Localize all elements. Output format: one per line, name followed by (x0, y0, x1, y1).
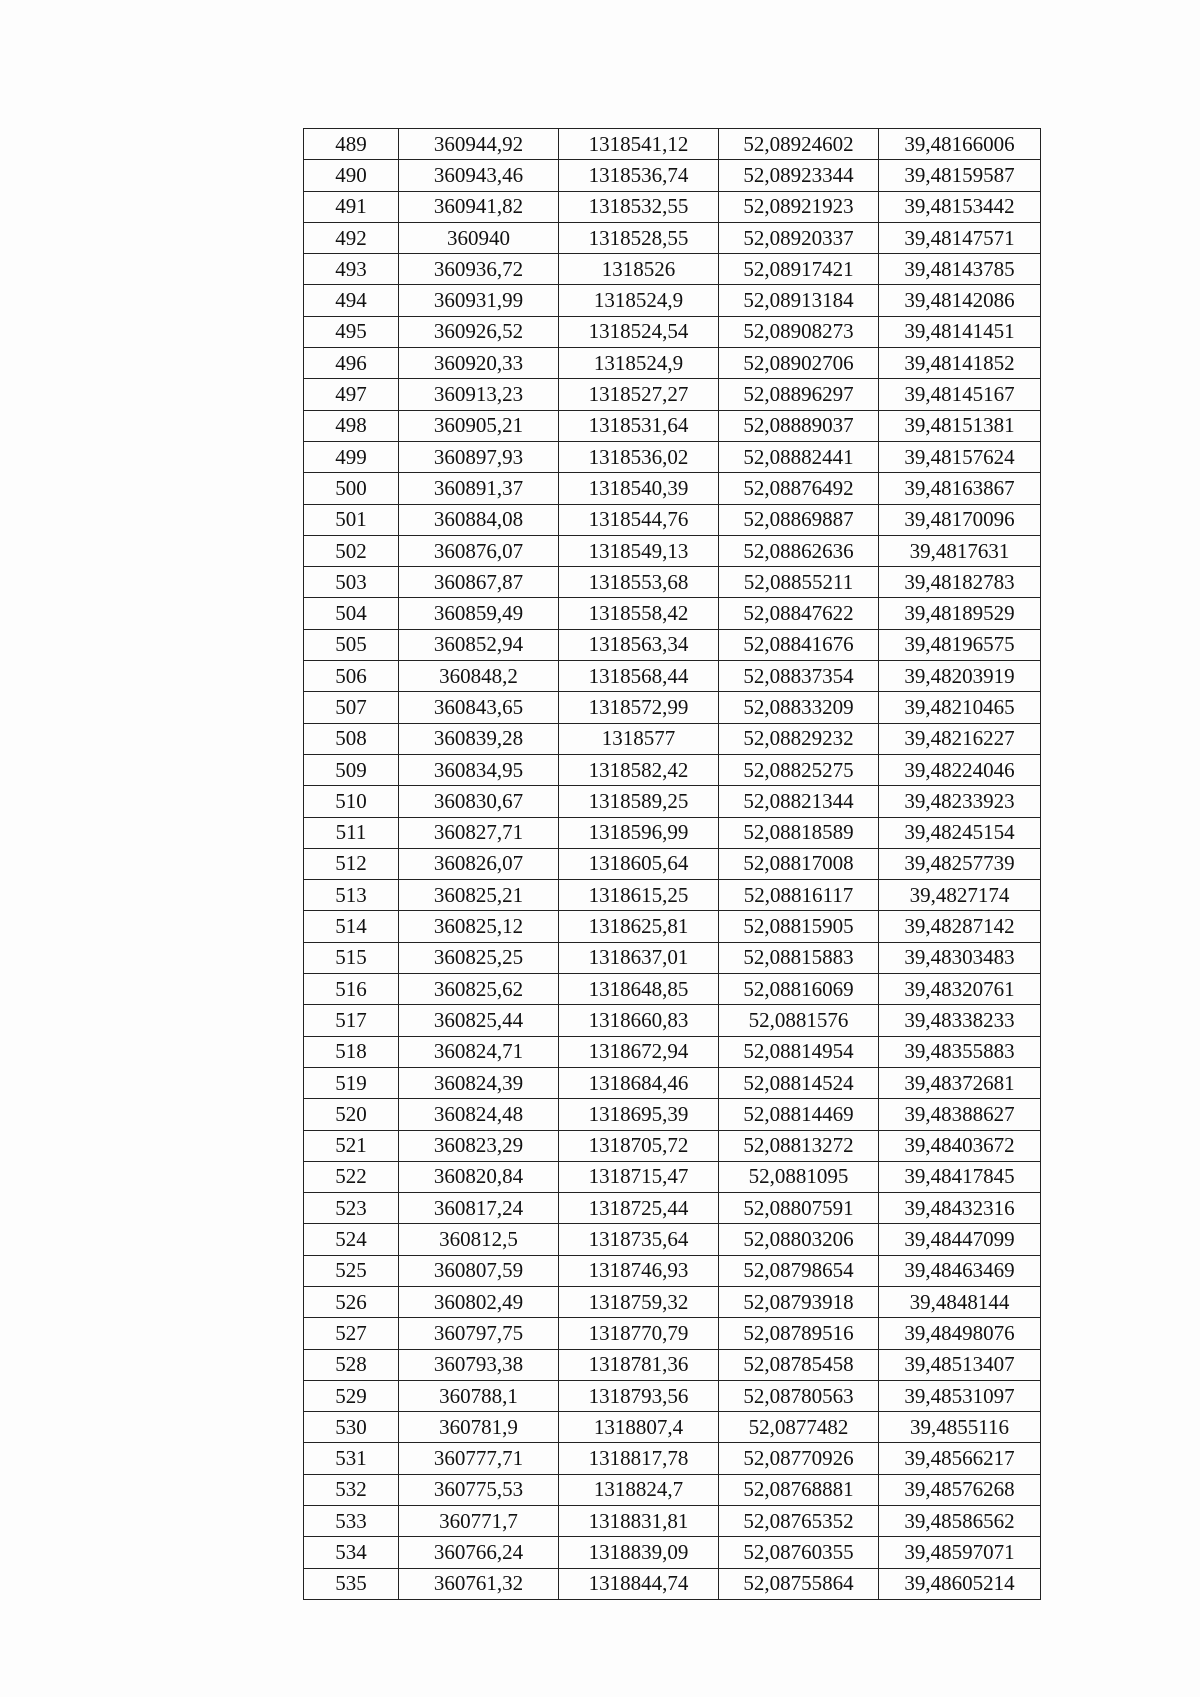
latitude-cell: 52,08821344 (719, 786, 879, 817)
longitude-cell: 39,4855116 (879, 1412, 1041, 1443)
longitude-cell: 39,48463469 (879, 1255, 1041, 1286)
y-coordinate-cell: 1318572,99 (559, 692, 719, 723)
table-row (304, 379, 1041, 410)
y-coordinate-cell: 1318532,55 (559, 191, 719, 222)
y-coordinate-cell: 1318725,44 (559, 1193, 719, 1224)
latitude-cell: 52,08815905 (719, 911, 879, 942)
x-coordinate-cell: 360905,21 (399, 410, 559, 441)
table-row (304, 441, 1041, 472)
longitude-cell: 39,4817631 (879, 535, 1041, 566)
table-row (304, 1193, 1041, 1224)
point-number-cell: 500 (304, 473, 399, 504)
longitude-cell: 39,48531097 (879, 1380, 1041, 1411)
point-number-cell: 496 (304, 348, 399, 379)
point-number-cell: 516 (304, 974, 399, 1005)
y-coordinate-cell: 1318568,44 (559, 661, 719, 692)
longitude-cell: 39,48432316 (879, 1193, 1041, 1224)
x-coordinate-cell: 360827,71 (399, 817, 559, 848)
latitude-cell: 52,08902706 (719, 348, 879, 379)
point-number-cell: 506 (304, 661, 399, 692)
table-row (304, 911, 1041, 942)
latitude-cell: 52,08789516 (719, 1318, 879, 1349)
point-number-cell: 502 (304, 535, 399, 566)
point-number-cell: 521 (304, 1130, 399, 1161)
y-coordinate-cell: 1318531,64 (559, 410, 719, 441)
latitude-cell: 52,08896297 (719, 379, 879, 410)
point-number-cell: 519 (304, 1067, 399, 1098)
point-number-cell: 526 (304, 1286, 399, 1317)
y-coordinate-cell: 1318695,39 (559, 1099, 719, 1130)
latitude-cell: 52,08814524 (719, 1067, 879, 1098)
x-coordinate-cell: 360781,9 (399, 1412, 559, 1443)
y-coordinate-cell: 1318824,7 (559, 1474, 719, 1505)
latitude-cell: 52,08833209 (719, 692, 879, 723)
longitude-cell: 39,48233923 (879, 786, 1041, 817)
point-number-cell: 508 (304, 723, 399, 754)
point-number-cell: 490 (304, 160, 399, 191)
x-coordinate-cell: 360839,28 (399, 723, 559, 754)
y-coordinate-cell: 1318536,74 (559, 160, 719, 191)
table-row (304, 1318, 1041, 1349)
latitude-cell: 52,08814954 (719, 1036, 879, 1067)
longitude-cell: 39,48141451 (879, 316, 1041, 347)
table-row (304, 1537, 1041, 1568)
y-coordinate-cell: 1318781,36 (559, 1349, 719, 1380)
latitude-cell: 52,08765352 (719, 1506, 879, 1537)
y-coordinate-cell: 1318793,56 (559, 1380, 719, 1411)
x-coordinate-cell: 360788,1 (399, 1380, 559, 1411)
latitude-cell: 52,08889037 (719, 410, 879, 441)
point-number-cell: 511 (304, 817, 399, 848)
point-number-cell: 522 (304, 1161, 399, 1192)
table-row (304, 1568, 1041, 1599)
x-coordinate-cell: 360926,52 (399, 316, 559, 347)
y-coordinate-cell: 1318648,85 (559, 974, 719, 1005)
longitude-cell: 39,48182783 (879, 567, 1041, 598)
point-number-cell: 520 (304, 1099, 399, 1130)
y-coordinate-cell: 1318558,42 (559, 598, 719, 629)
y-coordinate-cell: 1318615,25 (559, 880, 719, 911)
latitude-cell: 52,08768881 (719, 1474, 879, 1505)
y-coordinate-cell: 1318817,78 (559, 1443, 719, 1474)
table-row (304, 754, 1041, 785)
coordinates-table-body (304, 129, 1041, 1600)
y-coordinate-cell: 1318807,4 (559, 1412, 719, 1443)
latitude-cell: 52,08841676 (719, 629, 879, 660)
x-coordinate-cell: 360825,21 (399, 880, 559, 911)
x-coordinate-cell: 360761,32 (399, 1568, 559, 1599)
point-number-cell: 518 (304, 1036, 399, 1067)
table-row (304, 1224, 1041, 1255)
y-coordinate-cell: 1318528,55 (559, 222, 719, 253)
y-coordinate-cell: 1318524,9 (559, 285, 719, 316)
table-row (304, 661, 1041, 692)
table-row (304, 129, 1041, 160)
latitude-cell: 52,08755864 (719, 1568, 879, 1599)
y-coordinate-cell: 1318596,99 (559, 817, 719, 848)
x-coordinate-cell: 360823,29 (399, 1130, 559, 1161)
table-row (304, 1506, 1041, 1537)
point-number-cell: 489 (304, 129, 399, 160)
y-coordinate-cell: 1318544,76 (559, 504, 719, 535)
longitude-cell: 39,48153442 (879, 191, 1041, 222)
table-row (304, 1349, 1041, 1380)
longitude-cell: 39,48287142 (879, 911, 1041, 942)
y-coordinate-cell: 1318524,54 (559, 316, 719, 347)
y-coordinate-cell: 1318844,74 (559, 1568, 719, 1599)
table-row (304, 817, 1041, 848)
latitude-cell: 52,08770926 (719, 1443, 879, 1474)
latitude-cell: 52,08837354 (719, 661, 879, 692)
y-coordinate-cell: 1318625,81 (559, 911, 719, 942)
table-row (304, 316, 1041, 347)
table-row (304, 598, 1041, 629)
y-coordinate-cell: 1318746,93 (559, 1255, 719, 1286)
x-coordinate-cell: 360848,2 (399, 661, 559, 692)
y-coordinate-cell: 1318524,9 (559, 348, 719, 379)
point-number-cell: 527 (304, 1318, 399, 1349)
point-number-cell: 524 (304, 1224, 399, 1255)
x-coordinate-cell: 360802,49 (399, 1286, 559, 1317)
latitude-cell: 52,08760355 (719, 1537, 879, 1568)
point-number-cell: 499 (304, 441, 399, 472)
y-coordinate-cell: 1318684,46 (559, 1067, 719, 1098)
latitude-cell: 52,08780563 (719, 1380, 879, 1411)
x-coordinate-cell: 360766,24 (399, 1537, 559, 1568)
longitude-cell: 39,4848144 (879, 1286, 1041, 1317)
latitude-cell: 52,08924602 (719, 129, 879, 160)
point-number-cell: 509 (304, 754, 399, 785)
point-number-cell: 504 (304, 598, 399, 629)
table-row (304, 254, 1041, 285)
x-coordinate-cell: 360797,75 (399, 1318, 559, 1349)
x-coordinate-cell: 360812,5 (399, 1224, 559, 1255)
x-coordinate-cell: 360852,94 (399, 629, 559, 660)
longitude-cell: 39,48498076 (879, 1318, 1041, 1349)
y-coordinate-cell: 1318831,81 (559, 1506, 719, 1537)
x-coordinate-cell: 360824,71 (399, 1036, 559, 1067)
y-coordinate-cell: 1318735,64 (559, 1224, 719, 1255)
latitude-cell: 52,0877482 (719, 1412, 879, 1443)
point-number-cell: 497 (304, 379, 399, 410)
y-coordinate-cell: 1318527,27 (559, 379, 719, 410)
y-coordinate-cell: 1318839,09 (559, 1537, 719, 1568)
y-coordinate-cell: 1318715,47 (559, 1161, 719, 1192)
x-coordinate-cell: 360943,46 (399, 160, 559, 191)
point-number-cell: 503 (304, 567, 399, 598)
point-number-cell: 535 (304, 1568, 399, 1599)
point-number-cell: 492 (304, 222, 399, 253)
y-coordinate-cell: 1318582,42 (559, 754, 719, 785)
y-coordinate-cell: 1318672,94 (559, 1036, 719, 1067)
point-number-cell: 512 (304, 848, 399, 879)
table-row (304, 629, 1041, 660)
point-number-cell: 517 (304, 1005, 399, 1036)
table-row (304, 473, 1041, 504)
x-coordinate-cell: 360825,25 (399, 942, 559, 973)
x-coordinate-cell: 360920,33 (399, 348, 559, 379)
latitude-cell: 52,08921923 (719, 191, 879, 222)
x-coordinate-cell: 360941,82 (399, 191, 559, 222)
longitude-cell: 39,48320761 (879, 974, 1041, 1005)
x-coordinate-cell: 360944,92 (399, 129, 559, 160)
x-coordinate-cell: 360936,72 (399, 254, 559, 285)
latitude-cell: 52,08817008 (719, 848, 879, 879)
longitude-cell: 39,48145167 (879, 379, 1041, 410)
coordinates-table (303, 128, 1041, 1600)
point-number-cell: 531 (304, 1443, 399, 1474)
point-number-cell: 525 (304, 1255, 399, 1286)
x-coordinate-cell: 360825,12 (399, 911, 559, 942)
x-coordinate-cell: 360825,62 (399, 974, 559, 1005)
longitude-cell: 39,48170096 (879, 504, 1041, 535)
longitude-cell: 39,4827174 (879, 880, 1041, 911)
point-number-cell: 530 (304, 1412, 399, 1443)
table-row (304, 692, 1041, 723)
latitude-cell: 52,08818589 (719, 817, 879, 848)
x-coordinate-cell: 360859,49 (399, 598, 559, 629)
latitude-cell: 52,08816117 (719, 880, 879, 911)
x-coordinate-cell: 360775,53 (399, 1474, 559, 1505)
longitude-cell: 39,48338233 (879, 1005, 1041, 1036)
longitude-cell: 39,48224046 (879, 754, 1041, 785)
x-coordinate-cell: 360807,59 (399, 1255, 559, 1286)
latitude-cell: 52,08847622 (719, 598, 879, 629)
point-number-cell: 529 (304, 1380, 399, 1411)
y-coordinate-cell: 1318526 (559, 254, 719, 285)
table-row (304, 1380, 1041, 1411)
longitude-cell: 39,48257739 (879, 848, 1041, 879)
point-number-cell: 534 (304, 1537, 399, 1568)
point-number-cell: 498 (304, 410, 399, 441)
x-coordinate-cell: 360891,37 (399, 473, 559, 504)
x-coordinate-cell: 360824,39 (399, 1067, 559, 1098)
table-row (304, 786, 1041, 817)
point-number-cell: 491 (304, 191, 399, 222)
y-coordinate-cell: 1318637,01 (559, 942, 719, 973)
y-coordinate-cell: 1318563,34 (559, 629, 719, 660)
longitude-cell: 39,48597071 (879, 1537, 1041, 1568)
table-row (304, 191, 1041, 222)
latitude-cell: 52,08825275 (719, 754, 879, 785)
y-coordinate-cell: 1318540,39 (559, 473, 719, 504)
longitude-cell: 39,48447099 (879, 1224, 1041, 1255)
table-row (304, 974, 1041, 1005)
y-coordinate-cell: 1318770,79 (559, 1318, 719, 1349)
point-number-cell: 523 (304, 1193, 399, 1224)
point-number-cell: 515 (304, 942, 399, 973)
point-number-cell: 513 (304, 880, 399, 911)
x-coordinate-cell: 360940 (399, 222, 559, 253)
point-number-cell: 494 (304, 285, 399, 316)
table-row (304, 1161, 1041, 1192)
y-coordinate-cell: 1318705,72 (559, 1130, 719, 1161)
longitude-cell: 39,48586562 (879, 1506, 1041, 1537)
y-coordinate-cell: 1318553,68 (559, 567, 719, 598)
longitude-cell: 39,48189529 (879, 598, 1041, 629)
point-number-cell: 514 (304, 911, 399, 942)
point-number-cell: 501 (304, 504, 399, 535)
point-number-cell: 493 (304, 254, 399, 285)
table-row (304, 160, 1041, 191)
table-row (304, 567, 1041, 598)
longitude-cell: 39,48141852 (879, 348, 1041, 379)
table-row (304, 410, 1041, 441)
table-row (304, 285, 1041, 316)
longitude-cell: 39,48196575 (879, 629, 1041, 660)
longitude-cell: 39,48147571 (879, 222, 1041, 253)
longitude-cell: 39,48157624 (879, 441, 1041, 472)
table-row (304, 222, 1041, 253)
table-row (304, 880, 1041, 911)
longitude-cell: 39,48566217 (879, 1443, 1041, 1474)
latitude-cell: 52,08908273 (719, 316, 879, 347)
longitude-cell: 39,48576268 (879, 1474, 1041, 1505)
x-coordinate-cell: 360826,07 (399, 848, 559, 879)
y-coordinate-cell: 1318660,83 (559, 1005, 719, 1036)
table-row (304, 723, 1041, 754)
latitude-cell: 52,08862636 (719, 535, 879, 566)
x-coordinate-cell: 360834,95 (399, 754, 559, 785)
longitude-cell: 39,48142086 (879, 285, 1041, 316)
longitude-cell: 39,48403672 (879, 1130, 1041, 1161)
longitude-cell: 39,48372681 (879, 1067, 1041, 1098)
y-coordinate-cell: 1318589,25 (559, 786, 719, 817)
longitude-cell: 39,48355883 (879, 1036, 1041, 1067)
point-number-cell: 532 (304, 1474, 399, 1505)
x-coordinate-cell: 360771,7 (399, 1506, 559, 1537)
table-row (304, 1412, 1041, 1443)
point-number-cell: 510 (304, 786, 399, 817)
table-row (304, 1036, 1041, 1067)
latitude-cell: 52,08869887 (719, 504, 879, 535)
latitude-cell: 52,08813272 (719, 1130, 879, 1161)
table-row (304, 348, 1041, 379)
y-coordinate-cell: 1318549,13 (559, 535, 719, 566)
latitude-cell: 52,08814469 (719, 1099, 879, 1130)
longitude-cell: 39,48210465 (879, 692, 1041, 723)
table-row (304, 1130, 1041, 1161)
table-row (304, 848, 1041, 879)
latitude-cell: 52,08807591 (719, 1193, 879, 1224)
table-row (304, 535, 1041, 566)
y-coordinate-cell: 1318541,12 (559, 129, 719, 160)
point-number-cell: 533 (304, 1506, 399, 1537)
latitude-cell: 52,08855211 (719, 567, 879, 598)
longitude-cell: 39,48417845 (879, 1161, 1041, 1192)
longitude-cell: 39,48388627 (879, 1099, 1041, 1130)
point-number-cell: 495 (304, 316, 399, 347)
y-coordinate-cell: 1318605,64 (559, 848, 719, 879)
longitude-cell: 39,48151381 (879, 410, 1041, 441)
x-coordinate-cell: 360825,44 (399, 1005, 559, 1036)
table-row (304, 1443, 1041, 1474)
latitude-cell: 52,0881576 (719, 1005, 879, 1036)
x-coordinate-cell: 360824,48 (399, 1099, 559, 1130)
x-coordinate-cell: 360867,87 (399, 567, 559, 598)
latitude-cell: 52,08917421 (719, 254, 879, 285)
latitude-cell: 52,08829232 (719, 723, 879, 754)
x-coordinate-cell: 360931,99 (399, 285, 559, 316)
longitude-cell: 39,48163867 (879, 473, 1041, 504)
longitude-cell: 39,48143785 (879, 254, 1041, 285)
table-row (304, 1474, 1041, 1505)
x-coordinate-cell: 360897,93 (399, 441, 559, 472)
longitude-cell: 39,48513407 (879, 1349, 1041, 1380)
latitude-cell: 52,08920337 (719, 222, 879, 253)
x-coordinate-cell: 360817,24 (399, 1193, 559, 1224)
longitude-cell: 39,48159587 (879, 160, 1041, 191)
longitude-cell: 39,48245154 (879, 817, 1041, 848)
x-coordinate-cell: 360876,07 (399, 535, 559, 566)
longitude-cell: 39,48203919 (879, 661, 1041, 692)
x-coordinate-cell: 360884,08 (399, 504, 559, 535)
latitude-cell: 52,08793918 (719, 1286, 879, 1317)
latitude-cell: 52,08785458 (719, 1349, 879, 1380)
x-coordinate-cell: 360830,67 (399, 786, 559, 817)
latitude-cell: 52,08815883 (719, 942, 879, 973)
latitude-cell: 52,0881095 (719, 1161, 879, 1192)
latitude-cell: 52,08913184 (719, 285, 879, 316)
table-row (304, 504, 1041, 535)
table-row (304, 942, 1041, 973)
latitude-cell: 52,08798654 (719, 1255, 879, 1286)
longitude-cell: 39,48605214 (879, 1568, 1041, 1599)
point-number-cell: 507 (304, 692, 399, 723)
y-coordinate-cell: 1318536,02 (559, 441, 719, 472)
y-coordinate-cell: 1318577 (559, 723, 719, 754)
longitude-cell: 39,48216227 (879, 723, 1041, 754)
x-coordinate-cell: 360777,71 (399, 1443, 559, 1474)
x-coordinate-cell: 360913,23 (399, 379, 559, 410)
latitude-cell: 52,08803206 (719, 1224, 879, 1255)
y-coordinate-cell: 1318759,32 (559, 1286, 719, 1317)
table-row (304, 1005, 1041, 1036)
table-row (304, 1099, 1041, 1130)
table-row (304, 1067, 1041, 1098)
latitude-cell: 52,08876492 (719, 473, 879, 504)
x-coordinate-cell: 360843,65 (399, 692, 559, 723)
longitude-cell: 39,48166006 (879, 129, 1041, 160)
table-row (304, 1286, 1041, 1317)
x-coordinate-cell: 360820,84 (399, 1161, 559, 1192)
latitude-cell: 52,08923344 (719, 160, 879, 191)
longitude-cell: 39,48303483 (879, 942, 1041, 973)
x-coordinate-cell: 360793,38 (399, 1349, 559, 1380)
latitude-cell: 52,08816069 (719, 974, 879, 1005)
table-row (304, 1255, 1041, 1286)
latitude-cell: 52,08882441 (719, 441, 879, 472)
point-number-cell: 528 (304, 1349, 399, 1380)
point-number-cell: 505 (304, 629, 399, 660)
